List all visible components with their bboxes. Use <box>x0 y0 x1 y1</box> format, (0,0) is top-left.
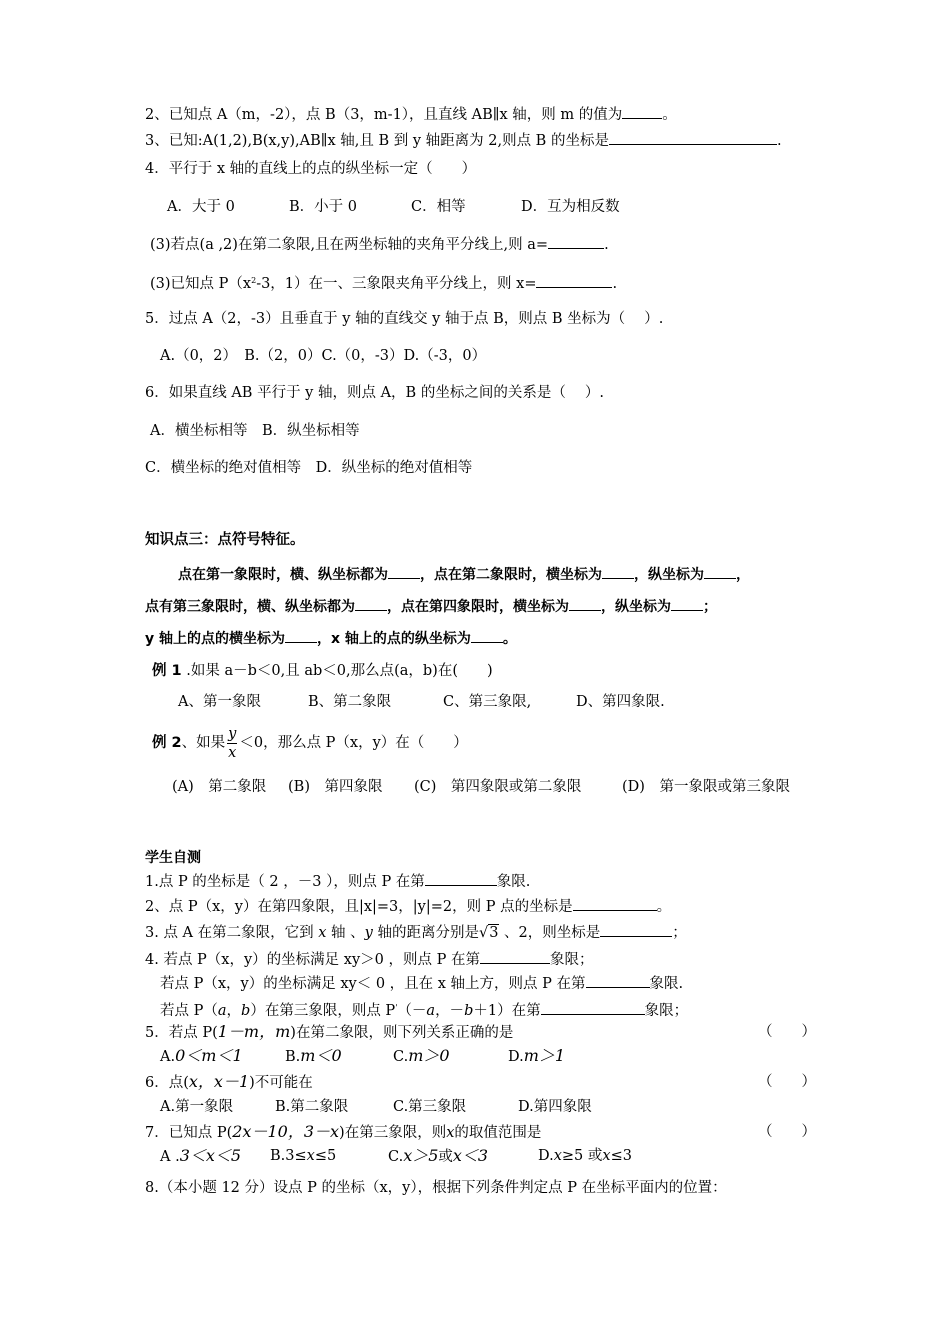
answer-blank[interactable] <box>573 896 657 911</box>
test-5 <box>145 1022 513 1043</box>
text: 或 <box>438 1149 453 1165</box>
answer-blank[interactable] <box>548 234 604 249</box>
knowledge-line-1 <box>178 564 750 585</box>
question-3b-text: (3)已知点 P（x <box>150 276 252 292</box>
test-4a-text: 4. 若点 P（x，y）的坐标满足 xy＞0 ，则点 P 在第 <box>145 952 480 968</box>
knowledge-line-3 <box>145 628 517 649</box>
text: y 轴上的点的横坐标为 <box>145 631 285 647</box>
var-x: x <box>318 925 327 941</box>
text: 点有第三象限时，横、纵坐标都为 <box>145 599 355 615</box>
answer-paren[interactable]: （ ） <box>758 1124 816 1140</box>
example-1-label: 例 1 <box>152 663 182 679</box>
text: 轴 、 <box>326 925 365 941</box>
answer-blank[interactable] <box>541 1000 645 1015</box>
option-c[interactable]: C.第三象限 <box>393 1099 467 1115</box>
label: C. <box>388 1149 404 1165</box>
option-c[interactable] <box>393 1046 450 1067</box>
var-x: x <box>446 1125 455 1141</box>
test-3-text: 3. 点 A 在第二象限，它到 <box>145 925 319 941</box>
question-2-text: 2、已知点 A（m，-2），点 B（3，m-1），且直线 AB∥x 轴，则 m 的值为 <box>145 107 623 123</box>
text: )在第三象限，则 <box>339 1125 447 1141</box>
option-c[interactable] <box>388 1146 488 1167</box>
answer-blank[interactable] <box>480 949 550 964</box>
expression: x，x－1 <box>188 1072 250 1091</box>
answer-blank[interactable] <box>355 596 387 611</box>
option-c[interactable]: C．相等 <box>411 199 466 215</box>
question-3b-end: . <box>612 276 618 292</box>
square-root: √3 <box>478 925 499 941</box>
expr: m＞0 <box>408 1046 450 1065</box>
label: A . <box>160 1149 180 1165</box>
expr: 3＜x＜5 <box>179 1146 242 1165</box>
expression: 2x－10，3－x <box>232 1122 340 1141</box>
option-a[interactable] <box>160 1146 241 1167</box>
fraction <box>227 725 237 762</box>
option-d[interactable]: (D) 第一象限或第三象限 <box>622 779 790 795</box>
text: 5．若点 P( <box>145 1025 218 1041</box>
question-6-options-2: C．横坐标的绝对值相等 D．纵坐标的绝对值相等 <box>145 460 473 476</box>
option-c[interactable]: C、第三象限, <box>443 694 532 710</box>
test-4a <box>145 949 593 970</box>
section-title-knowledge-3: 知识点三：点符号特征。 <box>145 532 305 548</box>
test-6 <box>145 1072 313 1093</box>
test-3 <box>145 922 687 943</box>
text: ，点在第四象限时，横坐标为 <box>387 599 569 615</box>
text: 轴的距离分别是 <box>372 925 479 941</box>
test-4c <box>160 998 688 1021</box>
text: ，纵坐标为 <box>634 567 704 583</box>
question-6: 6．如果直线 AB 平行于 y 轴，则点 A，B 的坐标之间的关系是（ ）. <box>145 385 605 401</box>
question-6-options-1: A．横坐标相等 B．纵坐标相等 <box>150 423 360 439</box>
example-2 <box>152 722 468 764</box>
test-1-text: 1.点 P 的坐标是（ 2 ，－3 ），则点 P 在第 <box>145 874 425 890</box>
test-8: 8.（本小题 12 分）设点 P 的坐标（x，y），根据下列条件判定点 P 在坐标平面内的位置： <box>145 1180 727 1196</box>
question-3b <box>150 271 617 294</box>
option-a[interactable]: A、第一象限 <box>178 694 261 710</box>
var-x: x <box>553 1148 562 1164</box>
question-3-end: . <box>776 133 782 149</box>
question-3b-text-2: -3，1）在一、三象限夹角平分线上，则 x= <box>256 276 537 292</box>
option-c[interactable]: (C) 第四象限或第二象限 <box>414 779 582 795</box>
answer-blank[interactable] <box>609 130 777 145</box>
question-4: 4．平行于 x 轴的直线上的点的纵坐标一定（ ） <box>145 161 477 177</box>
text: ≤5 <box>314 1148 337 1164</box>
test-4b <box>160 973 683 994</box>
option-b[interactable]: (B) 第四象限 <box>288 779 383 795</box>
text: 6．点( <box>145 1075 189 1091</box>
test-4b-text: 若点 P（x，y）的坐标满足 xy＜ 0 ，且在 x 轴上方，则点 P 在第 <box>160 976 586 992</box>
test-4a-end: 象限； <box>549 952 594 968</box>
var-x: x <box>602 1148 611 1164</box>
superscript: 2 <box>251 276 257 285</box>
expr: x＞5 <box>403 1146 439 1165</box>
example-2-text: 、如果 <box>181 735 226 751</box>
answer-blank[interactable] <box>671 596 703 611</box>
answer-blank[interactable] <box>586 973 650 988</box>
question-2 <box>145 104 677 125</box>
label: C. <box>393 1049 409 1065</box>
question-2-end: 。 <box>662 107 677 123</box>
test-7 <box>145 1122 541 1143</box>
text: 若点 P（ <box>160 1003 218 1019</box>
option-a[interactable]: (A) 第二象限 <box>172 779 267 795</box>
var-y: y <box>364 925 373 941</box>
answer-paren[interactable]: （ ） <box>758 1074 816 1090</box>
text: 7．已知点 P( <box>145 1125 233 1141</box>
question-3 <box>145 130 782 151</box>
option-d[interactable]: D．互为相反数 <box>521 199 620 215</box>
question-3a <box>150 234 609 255</box>
test-4b-end: 象限. <box>649 976 684 992</box>
section-title-self-test: 学生自测 <box>145 850 201 866</box>
label: A. <box>160 1049 176 1065</box>
text: ≤3 <box>610 1148 632 1164</box>
text: ， <box>226 1003 242 1019</box>
example-2-text-2: ＜0，那么点 P（x，y）在（ ） <box>239 735 468 751</box>
expr: m＜0 <box>300 1046 342 1065</box>
text: ，点在第二象限时，横坐标为 <box>420 567 602 583</box>
text: 的取值范围是 <box>454 1125 542 1141</box>
question-3a-end: . <box>604 237 609 253</box>
answer-blank[interactable] <box>425 871 497 886</box>
radicand: 3 <box>489 925 499 941</box>
question-5-options: A.（0，2） B.（2，0）C.（0，-3）D.（-3，0） <box>160 348 487 364</box>
text: ，纵坐标为 <box>601 599 671 615</box>
test-2-text: 2、点 P（x，y）在第四象限，且|x|=3，|y|=2，则 P 点的坐标是 <box>145 899 573 915</box>
option-a[interactable]: A.第一象限 <box>160 1099 234 1115</box>
label: B. <box>285 1049 301 1065</box>
var-b: b <box>464 1003 474 1019</box>
label: D. <box>508 1049 524 1065</box>
text: 。 <box>502 631 517 647</box>
answer-blank[interactable] <box>536 273 612 288</box>
var-x: x <box>306 1148 315 1164</box>
test-1-end: 象限. <box>496 874 531 890</box>
knowledge-line-2 <box>145 596 717 617</box>
option-b[interactable]: B.第二象限 <box>275 1099 349 1115</box>
text: )不可能在 <box>249 1075 313 1091</box>
option-a[interactable]: A．大于 0 <box>167 199 235 215</box>
example-2-label: 例 2 <box>152 735 182 751</box>
expr: 0＜m＜1 <box>175 1046 243 1065</box>
text: 、2，则坐标是 <box>499 925 601 941</box>
var-a: a <box>426 1003 436 1019</box>
test-2-end: 。 <box>656 899 672 915</box>
expr: m＞1 <box>523 1046 566 1065</box>
question-3-text: 3、已知:A(1,2),B(x,y),AB∥x 轴,且 B 到 y 轴距离为 2,则点 B 的坐标是 <box>145 133 609 149</box>
test-2 <box>145 896 671 917</box>
option-b[interactable]: B．小于 0 <box>289 199 357 215</box>
answer-blank[interactable] <box>471 628 503 643</box>
denominator: x <box>228 744 237 761</box>
expression: 1－m，m <box>217 1022 291 1041</box>
numerator: y <box>228 725 237 742</box>
answer-blank[interactable] <box>285 628 317 643</box>
option-a[interactable] <box>160 1046 243 1067</box>
text: )在第二象限，则下列关系正确的是 <box>290 1025 514 1041</box>
text: ）在第三象限，则点 P <box>250 1003 396 1019</box>
answer-paren[interactable]: （ ） <box>758 1024 816 1040</box>
answer-blank[interactable] <box>600 922 672 937</box>
text: ； <box>672 925 687 941</box>
test-1 <box>145 871 530 892</box>
answer-blank[interactable] <box>622 104 662 119</box>
var-b: b <box>241 1003 251 1019</box>
expr: x＜3 <box>452 1146 489 1165</box>
option-d[interactable] <box>538 1146 632 1166</box>
text: ＋1）在第 <box>473 1003 541 1019</box>
prime: ' <box>395 1003 398 1012</box>
text: ，－ <box>435 1003 465 1019</box>
label: D. <box>538 1148 554 1164</box>
answer-blank[interactable] <box>569 596 601 611</box>
var-a: a <box>217 1003 227 1019</box>
label: B.3≤ <box>270 1148 307 1164</box>
question-3a-text: (3)若点(a ,2)在第二象限,且在两坐标轴的夹角平分线上,则 a= <box>150 237 549 253</box>
option-b[interactable]: B、第二象限 <box>308 694 392 710</box>
option-b[interactable] <box>285 1046 342 1067</box>
answer-blank[interactable] <box>388 564 420 579</box>
option-d[interactable] <box>508 1046 565 1067</box>
text: ， <box>736 567 750 583</box>
option-d[interactable]: D.第四象限 <box>518 1099 592 1115</box>
text: （－ <box>397 1003 427 1019</box>
example-1-text: .如果 a－b＜0,且 ab＜0,那么点(a，b)在( ) <box>181 663 493 679</box>
question-5: 5．过点 A（2，-3）且垂直于 y 轴的直线交 y 轴于点 B，则点 B 坐标为（ ）. <box>145 311 664 327</box>
text: 象限； <box>644 1003 689 1019</box>
text: ； <box>703 599 717 615</box>
answer-blank[interactable] <box>704 564 736 579</box>
option-b[interactable] <box>270 1146 336 1166</box>
example-1 <box>152 661 493 681</box>
option-d[interactable]: D、第四象限. <box>576 694 665 710</box>
text: 点在第一象限时，横、纵坐标都为 <box>178 567 388 583</box>
answer-blank[interactable] <box>602 564 634 579</box>
text: ，x 轴上的点的纵坐标为 <box>317 631 471 647</box>
text: ≥5 或 <box>561 1148 603 1164</box>
